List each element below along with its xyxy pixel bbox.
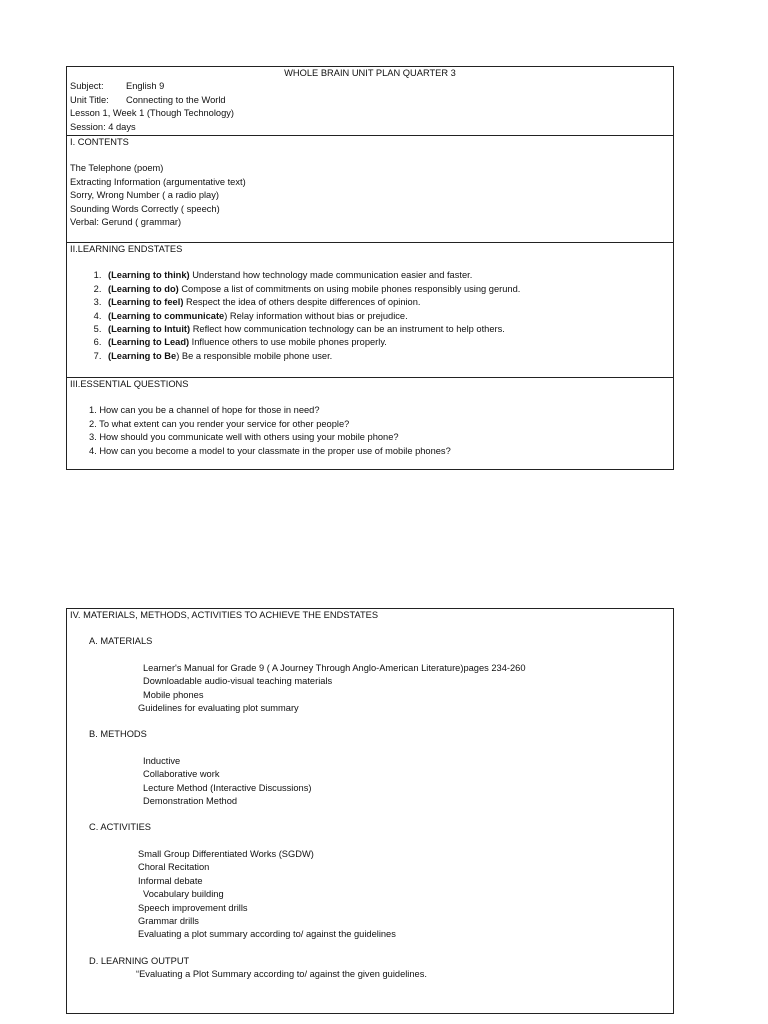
contents-section	[67, 135, 673, 242]
endstate-text: ) Be a responsible mobile phone user.	[176, 350, 333, 361]
endstate-item	[104, 296, 670, 309]
endstates-list	[70, 269, 670, 363]
unit-plan-table	[66, 66, 674, 470]
endstate-item	[104, 310, 670, 323]
endstate-item	[104, 336, 670, 349]
question-item: 1. How can you be a channel of hope for those in need?	[89, 405, 320, 416]
endstate-text: ) Relay information without bias or prejudice.	[224, 310, 408, 321]
endstate-text: Compose a list of commitments on using mobile phones responsibly using gerund.	[178, 283, 521, 294]
material-item: Mobile phones	[143, 689, 204, 700]
activity-item: Choral Recitation	[138, 862, 210, 873]
question-item: 4. How can you become a model to your classmate in the proper use of mobile phones?	[89, 445, 451, 456]
materials-methods-section	[67, 609, 673, 1013]
endstate-label: (Learning to feel)	[108, 297, 184, 308]
activity-item: Evaluating a plot summary according to/ against the guidelines	[138, 929, 396, 940]
material-item: Guidelines for evaluating plot summary	[138, 703, 299, 714]
endstates-section	[67, 242, 673, 377]
material-item: Downloadable audio-visual teaching materials	[143, 676, 333, 687]
unit-title-row	[70, 94, 670, 107]
activity-item: Grammar drills	[138, 915, 199, 926]
learning-output-heading: D. LEARNING OUTPUT	[89, 955, 190, 966]
method-item: Lecture Method (Interactive Discussions)	[143, 782, 312, 793]
activity-item: Small Group Differentiated Works (SGDW)	[138, 848, 314, 859]
materials-heading: A. MATERIALS	[89, 636, 153, 647]
header-section	[67, 67, 673, 135]
method-item: Inductive	[143, 755, 181, 766]
method-item: Demonstration Method	[143, 796, 238, 807]
subject-label: Subject:	[70, 81, 104, 92]
contents-item: The Telephone (poem)	[70, 163, 164, 174]
endstate-text: Respect the idea of others despite differences of opinion.	[183, 297, 421, 308]
endstate-item	[104, 323, 670, 336]
materials-section-heading: IV. MATERIALS, METHODS, ACTIVITIES TO ACHIEVE THE ENDSTATES	[70, 610, 379, 620]
learning-output-text: “Evaluating a Plot Summary according to/ against the given guidelines.	[136, 969, 427, 980]
activities-heading: C. ACTIVITIES	[89, 822, 151, 833]
unit-title-value: Connecting to the World	[126, 94, 226, 105]
subject-value: English 9	[126, 81, 165, 92]
contents-item: Sounding Words Correctly ( speech)	[70, 203, 220, 214]
contents-item: Extracting Information (argumentative text)	[70, 176, 246, 187]
material-item: Learner's Manual for Grade 9 ( A Journey Through Anglo-American Literature)pages 234-260	[143, 662, 526, 673]
session-line: Session: 4 days	[70, 121, 136, 132]
activity-item: Informal debate	[138, 875, 203, 886]
subject-row	[70, 80, 670, 93]
question-item: 3. How should you communicate well with others using your mobile phone?	[89, 432, 399, 443]
endstate-item	[104, 283, 670, 296]
questions-section	[67, 377, 673, 469]
methods-heading: B. METHODS	[89, 729, 147, 740]
endstate-text: Reflect how communication technology can be an instrument to help others.	[190, 324, 505, 335]
endstate-label: (Learning to do)	[108, 283, 179, 294]
materials-table	[66, 608, 674, 1014]
endstate-text: Influence others to use mobile phones properly.	[189, 337, 387, 348]
endstate-label: (Learning to communicate	[108, 310, 225, 321]
endstate-label: (Learning to think)	[108, 270, 190, 281]
endstate-label: (Learning to Be	[108, 350, 177, 361]
method-item: Collaborative work	[143, 769, 220, 780]
endstate-label: (Learning to Intuit)	[108, 324, 191, 335]
unit-title-label: Unit Title:	[70, 94, 109, 105]
activity-item: Vocabulary building	[143, 889, 224, 900]
endstate-label: (Learning to Lead)	[108, 337, 190, 348]
contents-item: Verbal: Gerund ( grammar)	[70, 217, 182, 228]
endstates-heading: II.LEARNING ENDSTATES	[70, 244, 183, 254]
questions-list	[70, 404, 670, 458]
lesson-line: Lesson 1, Week 1 (Though Technology)	[70, 108, 235, 119]
plan-title: WHOLE BRAIN UNIT PLAN QUARTER 3	[284, 68, 456, 78]
contents-heading: I. CONTENTS	[70, 137, 129, 147]
activity-item: Speech improvement drills	[138, 902, 248, 913]
questions-heading: III.ESSENTIAL QUESTIONS	[70, 379, 189, 389]
contents-item: Sorry, Wrong Number ( a radio play)	[70, 190, 219, 201]
question-item: 2. To what extent can you render your service for other people?	[89, 418, 350, 429]
endstate-text: Understand how technology made communication easier and faster.	[189, 270, 473, 281]
endstate-item	[104, 269, 670, 282]
endstate-item	[104, 350, 670, 363]
